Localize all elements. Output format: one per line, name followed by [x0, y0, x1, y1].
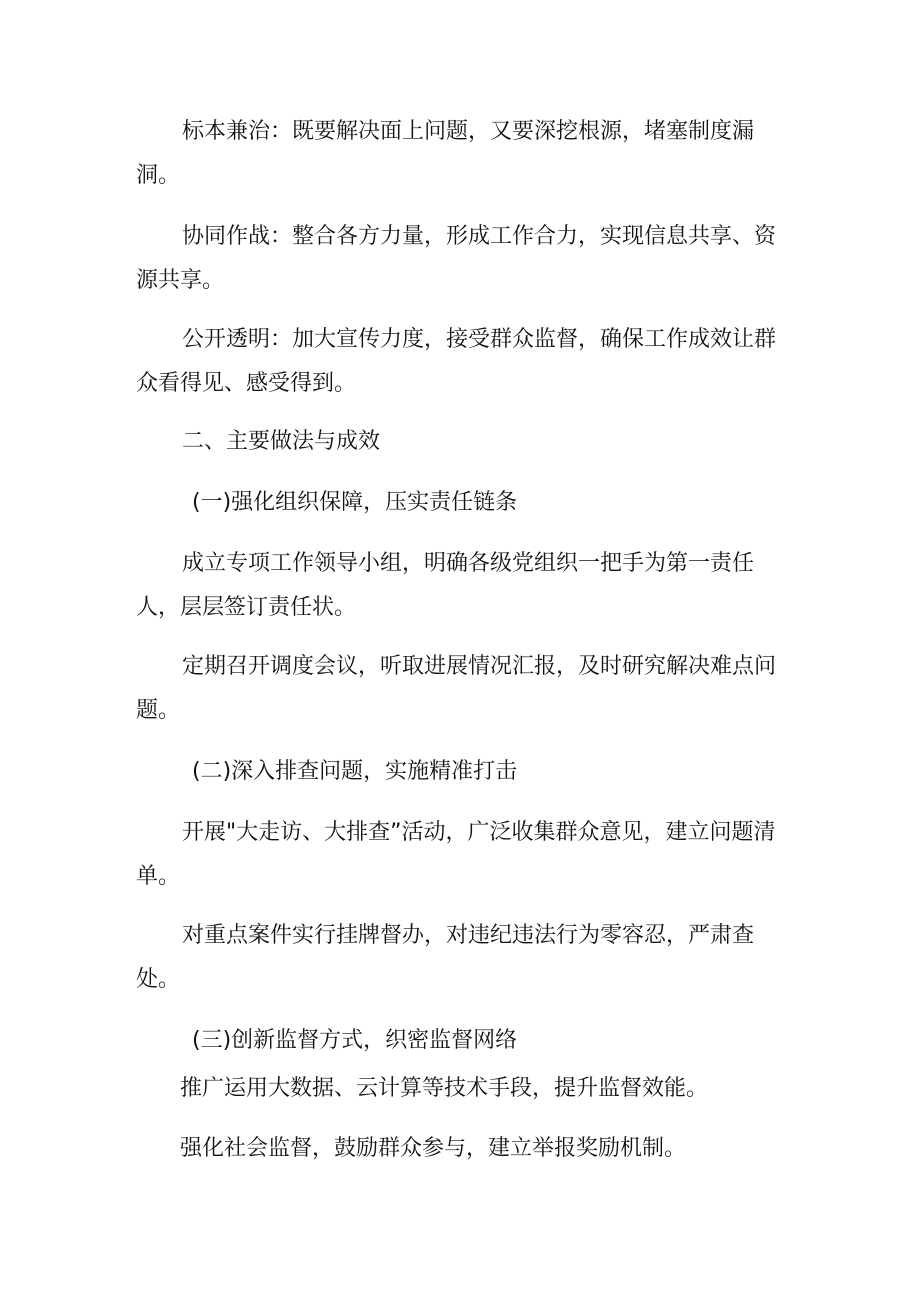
paragraph-big-data: 推广运用大数据、云计算等技术手段，提升监督效能。 [180, 1076, 709, 1101]
paragraph-xietong-zuozhan: 协同作战：整合各方力量，形成工作合力，实现信息共享、资源共享。 [136, 224, 777, 293]
paragraph-social-supervision: 强化社会监督，鼓励群众参与，建立举报奖励机制。 [180, 1136, 687, 1161]
paragraph-visits-activity: 开展"大走访、大排查”活动，广泛收集群众意见，建立问题清单。 [136, 820, 776, 889]
paragraph-scheduling-meetings: 定期召开调度会议，听取进展情况汇报，及时研究解决难点问题。 [136, 654, 777, 723]
paragraph-leading-group: 成立专项工作领导小组，明确各级党组织一把手为第一责任人，层层签订责任状。 [136, 551, 755, 620]
subheading-supervision-innovation: (三)创新监督方式，织密监督网络 [192, 1028, 518, 1053]
paragraph-biaoben-jianzhi: 标本兼治：既要解决面上问题，又要深挖根源，堵塞制度漏洞。 [136, 119, 755, 188]
document-body [136, 110, 792, 1171]
subheading-organization-guarantee: (一)强化组织保障，压实责任链条 [192, 490, 518, 515]
section-heading-main-practices: 二、主要做法与成效 [182, 429, 381, 454]
paragraph-gongkai-touming: 公开透明：加大宣传力度，接受群众监督，确保工作成效让群众看得见、感受得到。 [136, 327, 777, 396]
subheading-problem-investigation: (二)深入排查问题，实施精准打击 [192, 759, 518, 784]
paragraph-key-cases: 对重点案件实行挂牌督办，对违纪违法行为零容忍，严肃查处。 [136, 923, 755, 992]
